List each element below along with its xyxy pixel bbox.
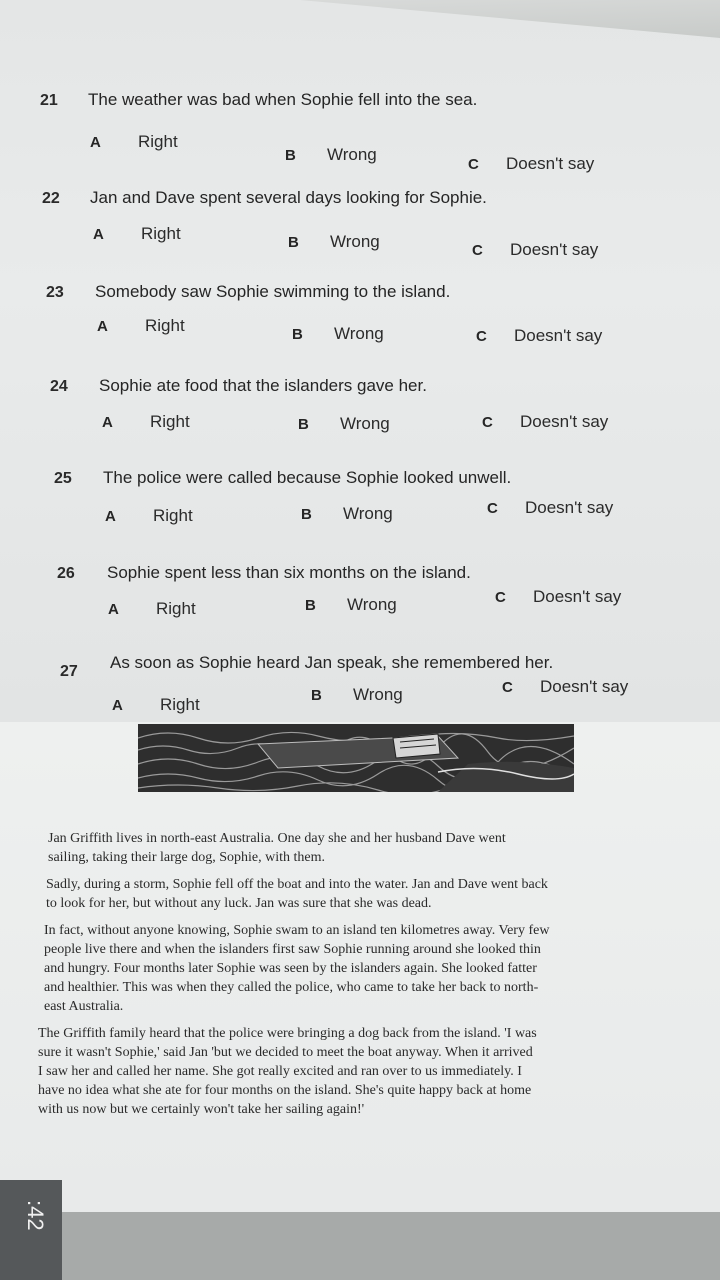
passage-line: people live there and when the islanders first saw Sophie running around she looked thin (44, 942, 541, 957)
question-text: Sophie spent less than six months on the island. (107, 563, 471, 582)
option-a-letter[interactable]: A (112, 697, 123, 714)
option-b-letter[interactable]: B (298, 416, 309, 433)
passage-line: and healthier. This was when they called the police, who came to take her back to north- (44, 980, 539, 995)
option-c-letter[interactable]: C (502, 679, 513, 696)
option-a-text[interactable]: Right (138, 132, 178, 151)
option-b-text[interactable]: Wrong (353, 685, 403, 704)
passage-line: sailing, taking their large dog, Sophie, with them. (48, 850, 325, 865)
option-c-letter[interactable]: C (476, 328, 487, 345)
passage-paragraph-1 (48, 829, 506, 867)
option-a-letter[interactable]: A (97, 318, 108, 335)
passage-line: Sadly, during a storm, Sophie fell off the boat and into the water. Jan and Dave went back (46, 877, 548, 892)
option-c-text[interactable]: Doesn't say (506, 154, 595, 173)
option-c-letter[interactable]: C (495, 589, 506, 606)
option-b-text[interactable]: Wrong (334, 324, 384, 343)
passage-paragraph-2 (46, 875, 548, 913)
option-a-letter[interactable]: A (102, 414, 113, 431)
boat-in-storm-illustration (138, 724, 574, 792)
question-text: As soon as Sophie heard Jan speak, she remembered her. (110, 653, 554, 672)
question-text: Somebody saw Sophie swimming to the island. (95, 282, 451, 301)
option-a-text[interactable]: Right (160, 695, 200, 714)
passage-paragraph-3 (44, 921, 549, 1016)
option-c-text[interactable]: Doesn't say (525, 498, 614, 517)
option-b-letter[interactable]: B (288, 234, 299, 251)
option-b-text[interactable]: Wrong (347, 595, 397, 614)
question-number: 21 (40, 92, 58, 109)
passage-line: I saw her and called her name. She got really excited and ran over to us immediately. I (38, 1064, 522, 1079)
question-number: 24 (50, 378, 68, 395)
passage-line: to look for her, but without any luck. Jan was sure that she was dead. (46, 896, 432, 911)
question-24 (0, 378, 720, 458)
passage-line: east Australia. (44, 999, 124, 1014)
option-b-text[interactable]: Wrong (343, 504, 393, 523)
option-a-text[interactable]: Right (156, 599, 196, 618)
option-a-text[interactable]: Right (145, 316, 185, 335)
option-b-letter[interactable]: B (292, 326, 303, 343)
question-text: The police were called because Sophie looked unwell. (103, 468, 512, 487)
question-text: Jan and Dave spent several days looking for Sophie. (90, 188, 487, 207)
option-c-text[interactable]: Doesn't say (533, 587, 622, 606)
question-21 (0, 92, 720, 172)
option-a-letter[interactable]: A (108, 601, 119, 618)
question-25 (0, 470, 720, 550)
question-number: 27 (60, 663, 78, 680)
question-text: Sophie ate food that the islanders gave her. (99, 376, 427, 395)
option-c-text[interactable]: Doesn't say (520, 412, 609, 431)
passage-line: sure it wasn't Sophie,' said Jan 'but we decided to meet the boat anyway. When it arrived (38, 1045, 533, 1060)
question-26 (0, 565, 720, 645)
option-c-letter[interactable]: C (487, 500, 498, 517)
passage-line: In fact, without anyone knowing, Sophie swam to an island ten kilometres away. Very few (44, 923, 550, 938)
option-b-letter[interactable]: B (305, 597, 316, 614)
question-text: The weather was bad when Sophie fell into the sea. (88, 90, 478, 109)
option-a-letter[interactable]: A (90, 134, 101, 151)
option-b-text[interactable]: Wrong (330, 232, 380, 251)
passage-line: The Griffith family heard that the police were bringing a dog back from the island. 'I was (38, 1026, 537, 1041)
option-b-text[interactable]: Wrong (327, 145, 377, 164)
passage-line: and hungry. Four months later Sophie was seen by the islanders again. She looked fatter (44, 961, 537, 976)
passage-paragraph-4 (38, 1024, 537, 1119)
option-b-letter[interactable]: B (301, 506, 312, 523)
option-c-letter[interactable]: C (482, 414, 493, 431)
option-a-letter[interactable]: A (93, 226, 104, 243)
option-b-letter[interactable]: B (285, 147, 296, 164)
question-22 (0, 190, 720, 270)
option-a-text[interactable]: Right (153, 506, 193, 525)
option-c-letter[interactable]: C (472, 242, 483, 259)
question-number: 23 (46, 284, 64, 301)
desk-surface (0, 1212, 720, 1280)
passage-line: with us now but we certainly won't take her sailing again!' (38, 1102, 365, 1117)
passage-line: Jan Griffith lives in north-east Australia. One day she and her husband Dave went (48, 831, 506, 846)
option-a-text[interactable]: Right (150, 412, 190, 431)
clock-fragment: :42 (23, 1200, 48, 1231)
option-b-text[interactable]: Wrong (340, 414, 390, 433)
option-c-text[interactable]: Doesn't say (510, 240, 599, 259)
option-b-letter[interactable]: B (311, 687, 322, 704)
passage-line: have no idea what she ate for four months on the island. She's quite happy back at home (38, 1083, 532, 1098)
question-number: 26 (57, 565, 75, 582)
option-c-text[interactable]: Doesn't say (540, 677, 629, 696)
option-a-text[interactable]: Right (141, 224, 181, 243)
question-23 (0, 284, 720, 364)
option-c-text[interactable]: Doesn't say (514, 326, 603, 345)
option-a-letter[interactable]: A (105, 508, 116, 525)
option-c-letter[interactable]: C (468, 156, 479, 173)
question-number: 22 (42, 190, 60, 207)
question-number: 25 (54, 470, 72, 487)
